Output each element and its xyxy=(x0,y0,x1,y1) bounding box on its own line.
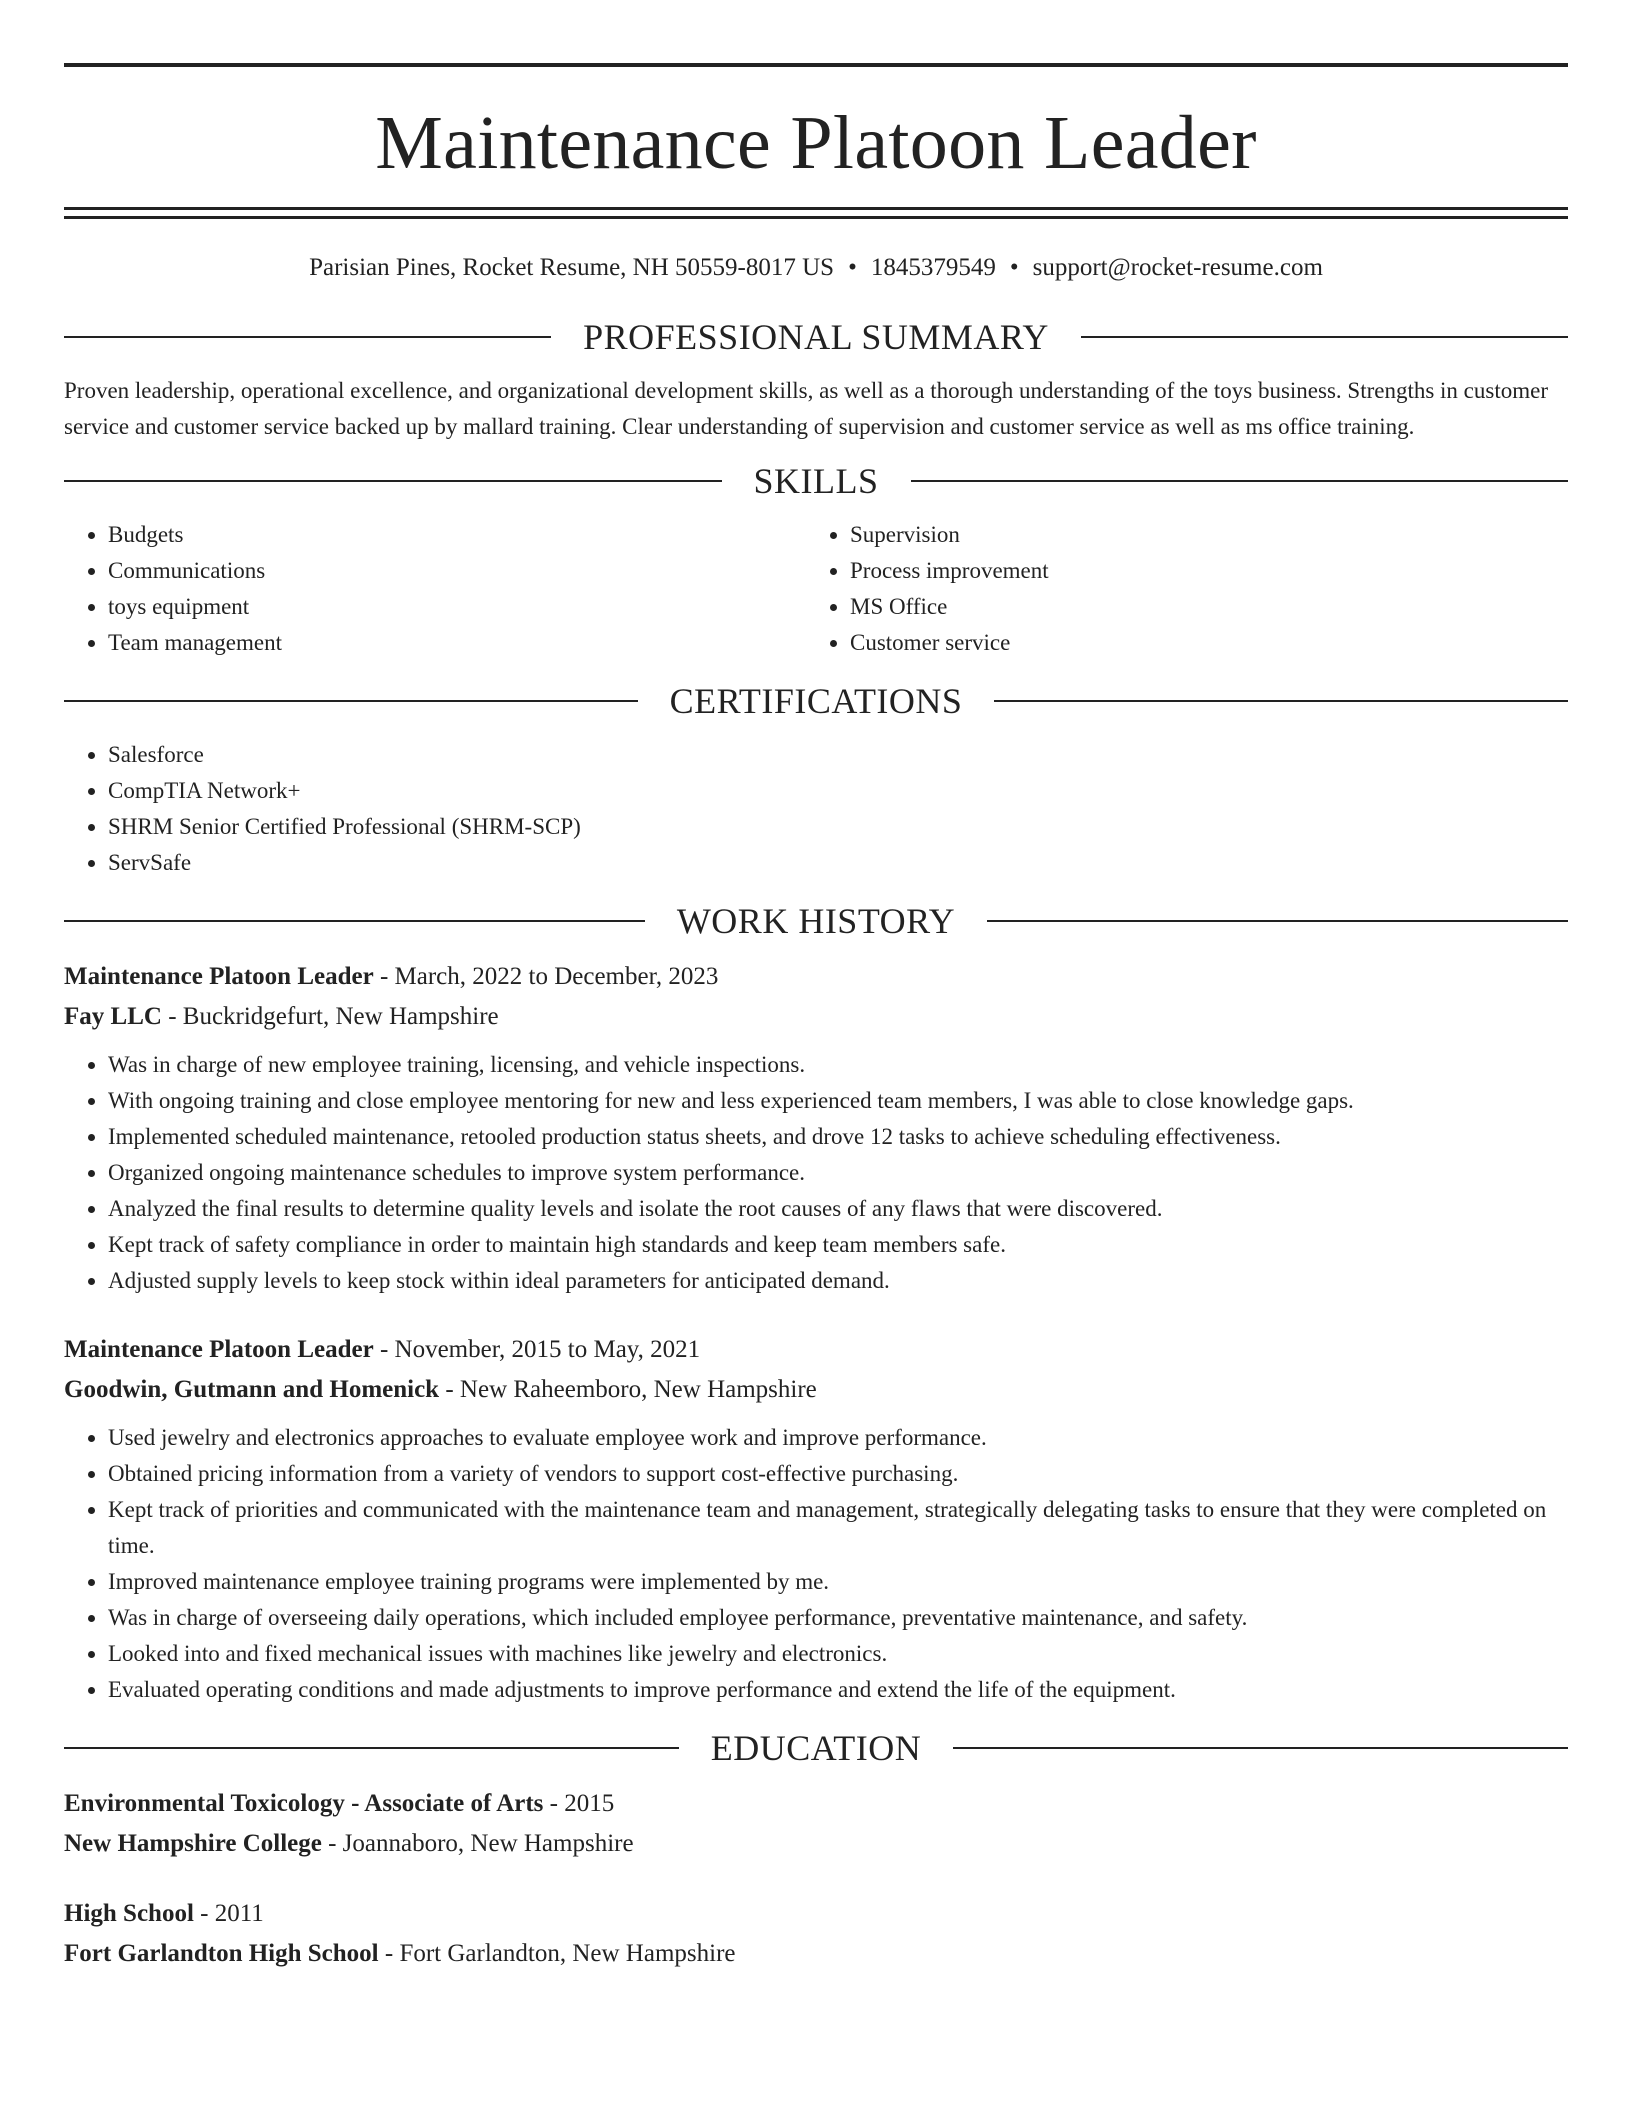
work-history-section-title: WORK HISTORY xyxy=(676,901,956,941)
education-school: New Hampshire College xyxy=(64,1830,322,1857)
job-bullet: • Used jewelry and electronics approaches to evaluate employee work and improve performance. xyxy=(108,1420,1568,1456)
certification-item: • Salesforce xyxy=(108,737,1568,773)
job-bullet: • Implemented scheduled maintenance, retooled production status sheets, and drove 12 tasks to achieve scheduling effectiveness. xyxy=(108,1119,1568,1155)
education-year: - 2015 xyxy=(543,1790,615,1817)
skills-section-heading xyxy=(64,456,1568,506)
education-school: Fort Garlandton High School xyxy=(64,1940,379,1967)
summary-section-heading xyxy=(64,312,1568,362)
job-dates: - March, 2022 to December, 2023 xyxy=(373,963,719,990)
job-bullet: • Kept track of priorities and communicated with the maintenance team and management, strategically delegating tasks to ensure that they were completed on time. xyxy=(108,1492,1568,1564)
contact-email: support@rocket-resume.com xyxy=(1032,254,1323,281)
education-section-title: EDUCATION xyxy=(710,1728,922,1768)
summary-text: Proven leadership, operational excellence, and organizational development skills, as well as a thorough understanding of the toys business. Strengths in customer service and customer service backed up by mallard training. Clear understanding of supervision and customer service as well as ms office training. xyxy=(64,378,1548,439)
contact-separator: • xyxy=(848,254,857,281)
skill-item: • toys equipment xyxy=(108,589,806,625)
job-bullet: • Improved maintenance employee training programs were implemented by me. xyxy=(108,1564,1568,1600)
heading-rule-left xyxy=(64,700,638,702)
certification-item: • CompTIA Network+ xyxy=(108,773,1568,809)
skill-item: • Communications xyxy=(108,553,806,589)
heading-rule-right xyxy=(994,700,1568,702)
job-bullet: • Kept track of safety compliance in order to maintain high standards and keep team members safe. xyxy=(108,1227,1568,1263)
education-school-line xyxy=(64,1824,1568,1864)
education-entry xyxy=(64,1784,1568,1864)
job-company: Fay LLC xyxy=(64,1003,162,1030)
heading-rule-left xyxy=(64,920,645,922)
contact-address: Parisian Pines, Rocket Resume, NH 50559-8017 US xyxy=(309,254,835,281)
job-location: - New Raheemboro, New Hampshire xyxy=(439,1376,817,1403)
heading-rule-left xyxy=(64,1747,679,1749)
education-year: - 2011 xyxy=(193,1900,264,1927)
skill-item: • Budgets xyxy=(108,517,806,553)
education-degree-line xyxy=(64,1784,1568,1824)
job-title-line xyxy=(64,1330,1568,1370)
contact-phone: 1845379549 xyxy=(870,254,996,281)
skill-item: • Customer service xyxy=(850,625,1548,661)
job-entry xyxy=(64,957,1568,1299)
resume-page xyxy=(64,0,1568,1974)
education-section-heading xyxy=(64,1723,1568,1773)
skills-column-left xyxy=(64,517,806,661)
candidate-name: Maintenance Platoon Leader xyxy=(375,101,1257,185)
job-bullet: • Was in charge of overseeing daily operations, which included employee performance, preventative maintenance, and safety. xyxy=(108,1600,1568,1636)
job-bullets xyxy=(64,1047,1568,1299)
certification-item: • SHRM Senior Certified Professional (SHRM-SCP) xyxy=(108,809,1568,845)
work-history-section-heading xyxy=(64,896,1568,946)
summary-section-title: PROFESSIONAL SUMMARY xyxy=(583,317,1049,357)
skill-item: • MS Office xyxy=(850,589,1548,625)
job-role: Maintenance Platoon Leader xyxy=(64,1336,374,1363)
job-title-line xyxy=(64,957,1568,997)
certifications-section-heading xyxy=(64,676,1568,726)
job-company: Goodwin, Gutmann and Homenick xyxy=(64,1376,440,1403)
job-entry xyxy=(64,1330,1568,1708)
header-top-rule xyxy=(64,63,1568,67)
education-school-line xyxy=(64,1934,1568,1974)
heading-rule-right xyxy=(911,480,1569,482)
job-location: - Buckridgefurt, New Hampshire xyxy=(161,1003,499,1030)
education-location: - Fort Garlandton, New Hampshire xyxy=(378,1940,736,1967)
contact-separator: • xyxy=(1009,254,1019,281)
header-double-rule xyxy=(64,207,1568,219)
job-dates: - November, 2015 to May, 2021 xyxy=(373,1336,701,1363)
education-degree: High School xyxy=(64,1900,194,1927)
heading-rule-left xyxy=(64,336,551,338)
skill-item: • Team management xyxy=(108,625,806,661)
skills-column-right xyxy=(806,517,1548,661)
job-bullet: • Adjusted supply levels to keep stock within ideal parameters for anticipated demand. xyxy=(108,1263,1568,1299)
job-bullet: • Organized ongoing maintenance schedules to improve system performance. xyxy=(108,1155,1568,1191)
heading-rule-left xyxy=(64,480,722,482)
job-company-line xyxy=(64,997,1568,1037)
job-bullet: • Obtained pricing information from a variety of vendors to support cost-effective purchasing. xyxy=(108,1456,1568,1492)
certification-item: • ServSafe xyxy=(108,845,1568,881)
certifications-list xyxy=(64,737,1568,881)
skill-item: • Process improvement xyxy=(850,553,1548,589)
education-degree: Environmental Toxicology - Associate of Arts xyxy=(64,1790,544,1817)
job-company-line xyxy=(64,1370,1568,1410)
heading-rule-right xyxy=(953,1747,1568,1749)
heading-rule-right xyxy=(1081,336,1568,338)
education-degree-line xyxy=(64,1894,1568,1934)
skills-section-title: SKILLS xyxy=(753,461,879,501)
certifications-section-title: CERTIFICATIONS xyxy=(669,681,963,721)
heading-rule-right xyxy=(987,920,1568,922)
skills-list xyxy=(64,517,1568,661)
job-bullet: • Looked into and fixed mechanical issues with machines like jewelry and electronics. xyxy=(108,1636,1568,1672)
education-entry xyxy=(64,1894,1568,1974)
job-role: Maintenance Platoon Leader xyxy=(64,963,374,990)
job-bullet: • Evaluated operating conditions and made adjustments to improve performance and extend the life of the equipment. xyxy=(108,1672,1568,1708)
skill-item: • Supervision xyxy=(850,517,1548,553)
job-bullet: • Was in charge of new employee training, licensing, and vehicle inspections. xyxy=(108,1047,1568,1083)
education-location: - Joannaboro, New Hampshire xyxy=(321,1830,634,1857)
job-bullet: • Analyzed the final results to determine quality levels and isolate the root causes of any flaws that were discovered. xyxy=(108,1191,1568,1227)
job-bullets xyxy=(64,1420,1568,1708)
job-bullet: • With ongoing training and close employee mentoring for new and less experienced team members, I was able to close knowledge gaps. xyxy=(108,1083,1568,1119)
contact-line xyxy=(64,251,1568,285)
